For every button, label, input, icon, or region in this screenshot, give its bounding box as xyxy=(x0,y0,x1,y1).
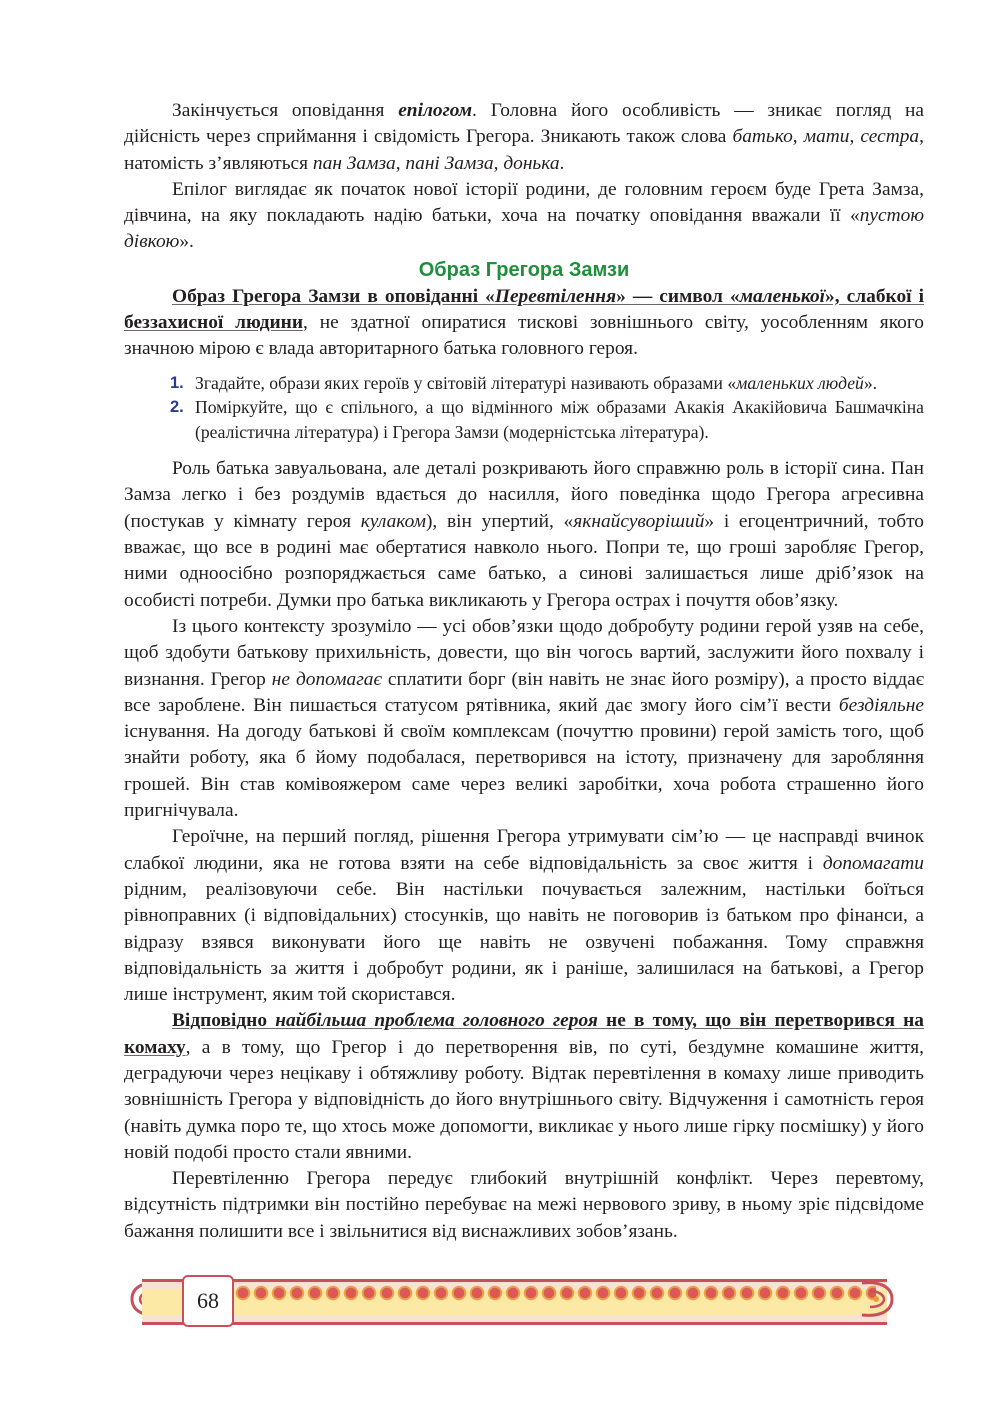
italic-title: Перевтілення xyxy=(494,285,617,307)
text-run: , xyxy=(792,126,804,148)
text-run: Роль батька завуальована, але деталі розкривають його справжню роль в історії сина. Пан Замза легко і без роздумів вдається до насилля, його поведінка щодо Грегора агресивна (постукав у кімнату героя xyxy=(124,458,924,532)
paragraph-main-problem xyxy=(124,1008,924,1166)
page-body xyxy=(124,98,924,1245)
italic-word: сестра xyxy=(860,126,920,148)
text-run: ), він упертий, « xyxy=(425,510,574,532)
text-run: Образ Грегора Замзи в оповіданні « xyxy=(172,285,495,307)
term-epilogue: епілогом xyxy=(398,100,473,121)
text-run: існування. На догоду батькові й своїм комплексам (почуттю провини) герой замість того, щоб знайти роботу, яка б йому подобалася, перетворився на істоту, призначену для заробляння грошей. Він став комівояжером саме через великі заробітки, хоча робота страшенно його пригнічувала. xyxy=(124,721,924,822)
paragraph-duties xyxy=(124,614,924,824)
italic-word: батько xyxy=(732,126,793,148)
text-run: . Головна його особливість — зникає погляд на дійсність через сприймання і свідомість Грегора. Зникають також слова xyxy=(124,100,924,148)
text-run: Згадайте, образи яких героїв у світовій літературі називають образами « xyxy=(195,372,737,393)
text-run: Епілог виглядає як початок нової історії родини, де головним героєм буде Грета Замза, дівчина, на яку покладають надію батьки, хоча на початку оповідання вважали її « xyxy=(124,178,924,227)
text-run: » — символ « xyxy=(616,285,740,307)
task-item xyxy=(124,395,924,444)
task-item xyxy=(124,371,924,396)
italic-word: маленької xyxy=(739,285,826,307)
text-run: , а в тому, що Грегор і до перетворення вів, по суті, бездумне комашине життя, деградуючи через нецікаву і обтяжливу роботу. Відтак перевтілення в комаху лише приводить зовнішність Грегора у відповідність до його внутрішнього світу. Відчуження і самотність героя (навіть думка поро те, що хтось може допомогти, викликає у нього лише гірку посмішку) у його новій подобі просто стали явними. xyxy=(124,1036,924,1163)
italic-word: допомагати xyxy=(822,852,924,874)
text-run: . xyxy=(559,152,565,174)
italic-word: кулаком xyxy=(360,510,426,532)
text-run: , xyxy=(493,152,504,174)
paragraph-inner-conflict xyxy=(124,1166,924,1245)
paragraph-image-definition xyxy=(124,284,924,363)
text-run: Закінчується оповідання xyxy=(172,100,399,121)
text-run: Відповідно xyxy=(172,1010,276,1032)
footer-ornament xyxy=(124,1273,890,1325)
paragraph-heroic-decision xyxy=(124,824,924,1008)
task-list xyxy=(124,371,924,445)
flower-pattern xyxy=(234,1282,876,1304)
italic-word: якнайсуворіший xyxy=(573,510,705,532)
paragraph-father-role xyxy=(124,456,924,614)
text-run: Перевтіленню Грегора передує глибокий внутрішній конфлікт. Через перевтому, відсутність підтримки він постійно перебуває на межі нервового зриву, в ньому зріє підсвідоме бажання полишити все і звільнитися від виснажливих зобов’язань. xyxy=(124,1168,924,1242)
italic-word: пан Замза xyxy=(312,152,396,174)
paragraph-epilogue-family xyxy=(124,177,924,256)
text-run: ». xyxy=(179,231,194,253)
paragraph-epilogue xyxy=(124,98,924,177)
text-run: , xyxy=(849,126,861,148)
text-run: ». xyxy=(863,372,878,393)
page-number: 68 xyxy=(182,1275,234,1327)
text-run: сплатити борг (він навіть не знає його розміру), а просто віддає все зароблене. Він пишається статусом рятівника, який дає змогу його сім’ї вести xyxy=(124,668,925,716)
text-run: , xyxy=(395,152,406,174)
italic-word: маленьких людей xyxy=(736,372,864,393)
italic-word: пані Замза xyxy=(405,152,494,174)
italic-word: мати xyxy=(803,126,850,148)
text-run: », слабкої і беззахисної людини xyxy=(124,285,924,334)
italic-word: бездіяльне xyxy=(838,694,924,716)
text-run: не в тому, що він перетворився на комаху xyxy=(124,1010,924,1058)
italic-phrase: найбільша проблема головного героя xyxy=(275,1010,598,1032)
italic-word: донька xyxy=(503,152,560,174)
text-run: Героїчне, на перший погляд, рішення Грегора утримувати сім’ю — це насправді вчинок слабкої людини, яка не готова взяти на себе відповідальність за своє життя і xyxy=(124,826,924,874)
text-run: Із цього контексту зрозуміло — усі обов’язки щодо добробуту родини герой узяв на себе, щоб здобути батькову прихильність, довести, що він чогось вартий, заслужити його похвалу і визнання. Грегор xyxy=(124,615,924,690)
text-run: » і егоцентричний, тобто вважає, що все в родині має обертатися навколо нього. Попри те, що гроші заробляє Грегор, ними одноосібно розпоряджається саме батько, а синові залишається лише дріб’язок на особисті потреби. Думки про батька викликають у Грегора острах і почуття обов’язку. xyxy=(124,510,924,611)
text-run: Поміркуйте, що є спільного, а що відмінного між образами Акакія Акакійовича Башмачкіна (реалістична література) і Грегора Замзи (модерністська література). xyxy=(195,397,924,442)
scroll-ornament-right-icon xyxy=(860,1277,900,1321)
text-run: , не здатної опиратися тискові зовнішнього світу, уособленням якого значною мірою є влада авторитарного батька головного героя. xyxy=(124,312,924,360)
text-run: , натомість з’являються xyxy=(124,126,924,174)
section-heading: Образ Грегора Замзи xyxy=(418,258,630,281)
task-number: 1. xyxy=(170,373,184,392)
italic-word: не допомагає xyxy=(271,668,382,690)
italic-word: пустою дівкою xyxy=(124,205,924,253)
text-run: рідним, реалізовуючи себе. Він настільки почувається залежним, настільки боїться рівноправних (і відповідальних) стосунків, що навіть не поговорив із батьком про фінанси, а відразу взявся виконувати його ще навіть не озвучені побажання. Тому справжня відповідальність за життя і добробут родини, як і раніше, залишилася на батькові, а Грегор лише інструмент, яким той скористався. xyxy=(124,878,924,1006)
task-number: 2. xyxy=(170,398,184,417)
